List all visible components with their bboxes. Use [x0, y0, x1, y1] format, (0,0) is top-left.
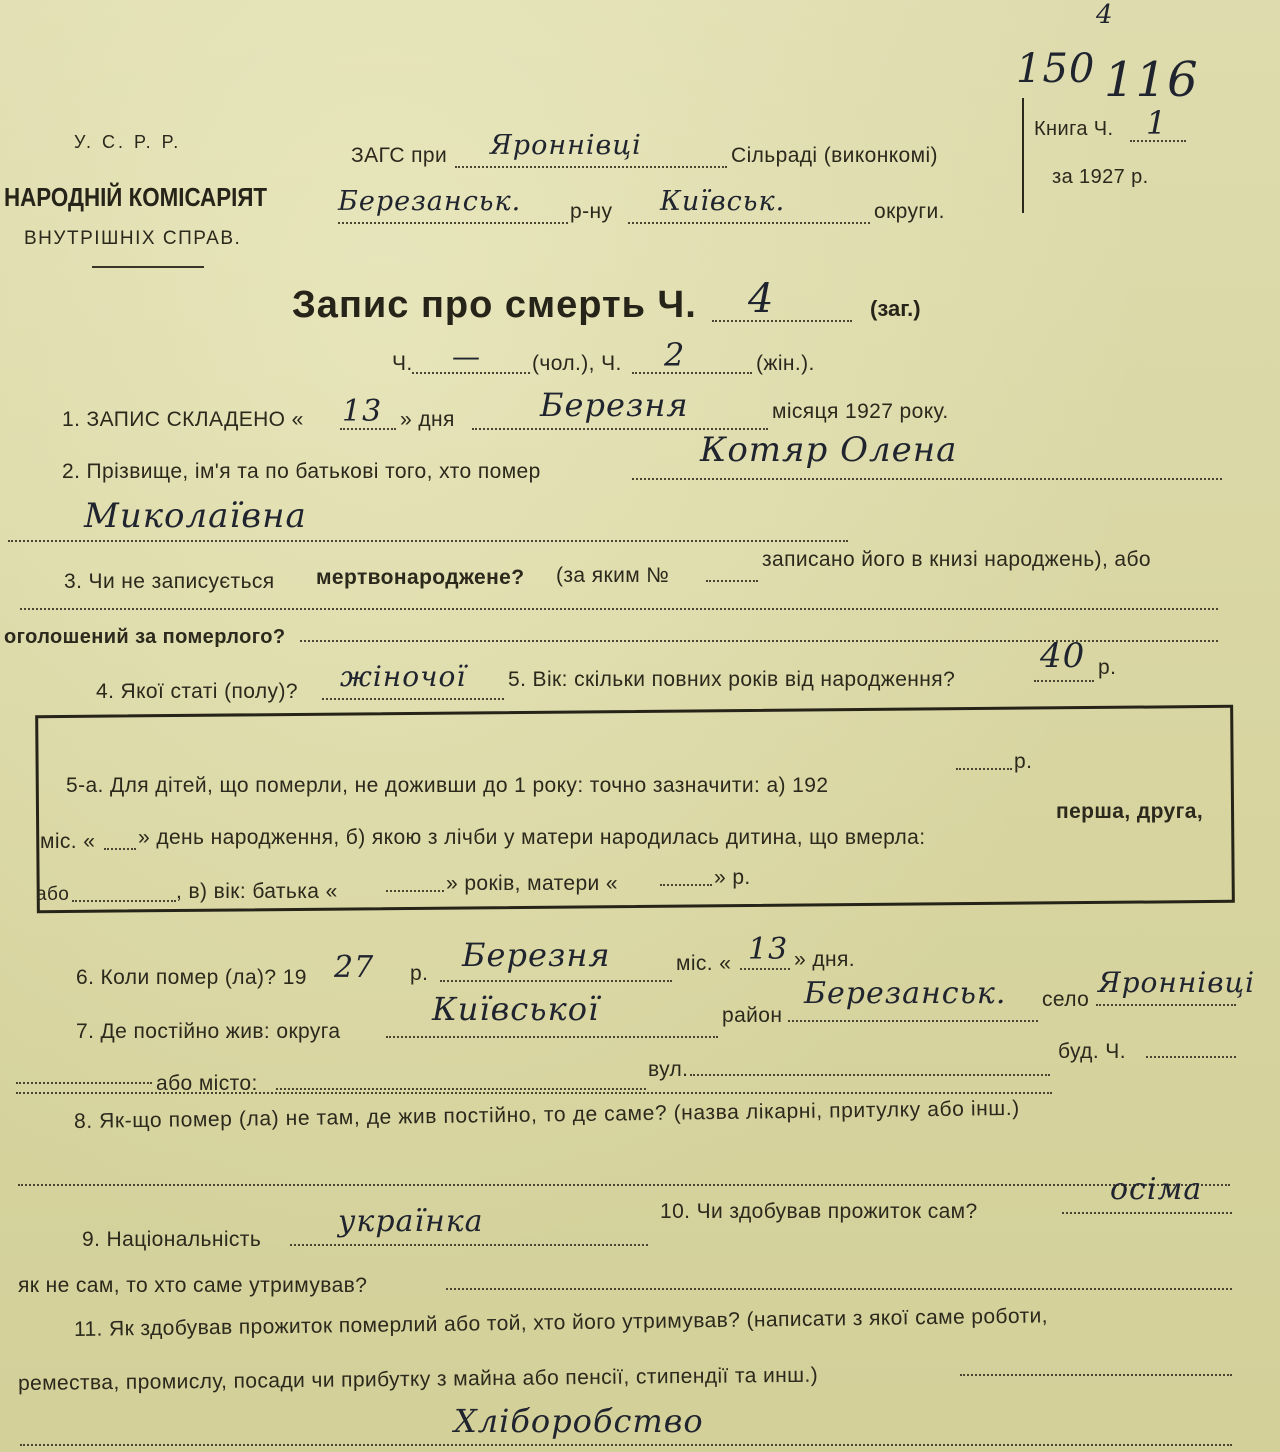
f5a-line3-b: , в) вік: батька «	[176, 880, 338, 903]
f1-day: 13	[342, 394, 383, 429]
okruha-line	[628, 222, 870, 224]
f10-value: осіма	[1110, 1172, 1203, 1207]
female-count-line	[632, 372, 752, 374]
district-value: Березанськ.	[338, 186, 522, 217]
f5a-line1: 5-а. Для дітей, що померли, не доживши до 1 року: точно зазначити: а) 192	[66, 774, 829, 797]
f7-bud-line	[1146, 1056, 1236, 1058]
f2-value: Котяр Олена	[700, 430, 958, 470]
f7-okruha-line	[386, 1036, 718, 1038]
f5-label: 5. Вік: скільки повних років від народження?	[508, 668, 956, 691]
district-line	[338, 222, 568, 224]
council-suffix: Сільраді (виконкомі)	[731, 144, 938, 167]
f6-mis: міс. «	[676, 952, 732, 975]
f8-label: 8. Як-що помер (ла) не там, де жив постійно, то де саме? (назва лікарні, притулку або інш.)	[73, 1096, 1020, 1133]
f5a-line3-c: » років, матери «	[446, 872, 618, 895]
f8-line	[18, 1184, 1230, 1186]
f3-line1-bold: мертвонароджене?	[316, 566, 525, 589]
village-line	[455, 166, 727, 168]
female-count-value: 2	[664, 336, 686, 374]
f4-label: 4. Якої статі (полу)?	[96, 680, 298, 703]
republic-label: У. С. Р. Р.	[74, 132, 182, 152]
f1-label: 1. ЗАПИС СКЛАДЕНО «	[62, 408, 304, 431]
f1-mid: » дня	[400, 408, 455, 431]
f5a-line2-b: » день народження, б) якою з лічби у матери народилась дитина, що вмерла:	[138, 826, 926, 849]
zags-prefix: ЗАГС при	[351, 144, 448, 167]
f7-bud-label: буд. Ч.	[1058, 1040, 1126, 1063]
f7-rayon-line	[788, 1020, 1038, 1022]
f5a-line3-d: » р.	[714, 866, 751, 889]
f7-misto-line	[276, 1088, 646, 1090]
header-underline	[92, 266, 204, 268]
f9-line	[290, 1244, 648, 1246]
f7-misto-label: або місто:	[156, 1072, 258, 1095]
f5-line	[1034, 680, 1094, 682]
book-year: за 1927 р.	[1052, 166, 1149, 188]
f10-line	[1062, 1212, 1232, 1214]
record-number-line	[712, 320, 852, 322]
f6-year: 27	[334, 950, 375, 985]
f5a-line2-bold: перша, друга,	[1056, 800, 1204, 823]
f2-line	[632, 478, 1222, 480]
f10-cont-line	[446, 1288, 1232, 1290]
book-label: Книга Ч.	[1034, 118, 1114, 140]
f5a-order-line	[72, 900, 176, 902]
record-title-suffix: (заг.)	[870, 296, 921, 321]
commissariat-title: НАРОДНІЙ КОМІСАРІЯТ	[4, 182, 268, 212]
f3-line1-a: 3. Чи не записується	[64, 570, 275, 593]
f11-line2-rule	[960, 1374, 1232, 1376]
f6-end: » дня.	[794, 948, 855, 971]
f6-r: р.	[410, 962, 429, 985]
male-count-suffix: (чол.), Ч.	[532, 352, 622, 375]
f5a-father-line	[386, 890, 444, 892]
f10-label: 10. Чи здобував прожиток сам?	[660, 1200, 978, 1223]
f2-value-cont: Миколаївна	[84, 496, 307, 536]
archive-file-number: 150	[1016, 46, 1096, 92]
f6-day-line	[740, 968, 790, 970]
f7-misto-prefix-line	[16, 1082, 152, 1084]
f6-month-line	[440, 980, 672, 982]
f5a-mother-line	[660, 884, 712, 886]
f5a-line1-end: р.	[1014, 750, 1033, 773]
f11-value: Хліборобство	[454, 1402, 704, 1440]
f6-month: Березня	[462, 936, 611, 974]
f5a-month-line	[104, 848, 136, 850]
f7-selo: Яроннівці	[1098, 966, 1256, 999]
f5-value: 40	[1040, 636, 1086, 676]
f3-line1-b: (за яким №	[556, 564, 670, 587]
f6-day: 13	[748, 932, 789, 967]
f4-value: жіночої	[340, 660, 467, 693]
okruha-value: Київськ.	[660, 186, 786, 217]
f7-rayon: Березанськ.	[804, 976, 1007, 1011]
corner-mark: 4	[1096, 0, 1114, 30]
f1-suffix: місяця 1927 року.	[772, 400, 949, 423]
f3-number-line	[706, 580, 758, 582]
f3-line1-rule	[20, 608, 1218, 610]
f2-cont-line	[8, 540, 848, 542]
f7-vul-line	[690, 1074, 1050, 1076]
f11-line2: ремества, промислу, посади чи прибутку з майна або пенсії, стипендії та инш.)	[17, 1363, 819, 1395]
f5-suffix: р.	[1098, 656, 1117, 679]
f5a-line2-a: міс. «	[40, 830, 96, 853]
f7-label: 7. Де постійно жив: округа	[76, 1020, 341, 1043]
book-box	[1022, 98, 1196, 213]
archive-sheet-number: 116	[1104, 52, 1199, 108]
department-title: ВНУТРІШНІХ СПРАВ.	[24, 228, 242, 249]
f9-label: 9. Національність	[82, 1228, 262, 1251]
f3-line1-c: записано його в книзі народжень), або	[762, 548, 1151, 571]
f7-okruha: Київської	[432, 990, 600, 1028]
male-count-value: —	[452, 340, 481, 373]
f11-value-line	[20, 1444, 1232, 1446]
f1-month: Березня	[540, 386, 689, 424]
f7-selo-line	[1096, 1004, 1236, 1006]
f7-rayon-label: район	[722, 1004, 783, 1027]
f11-line1: 11. Як здобував прожиток померлий або той, хто його утримував? (написати з якої саме роботи,	[73, 1304, 1049, 1341]
district-label: р-ну	[570, 200, 613, 223]
f6-label: 6. Коли помер (ла)? 19	[76, 966, 307, 989]
record-number: 4	[748, 276, 775, 322]
record-title: Запис про смерть Ч.	[292, 284, 697, 326]
f10-cont: як не сам, то хто саме утримував?	[18, 1274, 368, 1297]
okruha-label: округи.	[874, 200, 945, 223]
f7-selo-label: село	[1042, 988, 1090, 1011]
f2-label: 2. Прізвище, ім'я та по батькові того, хто помер	[62, 460, 541, 483]
book-number: 1	[1146, 104, 1168, 142]
f7-vul-label: вул.	[648, 1058, 689, 1081]
f5a-line3-a: або	[36, 884, 70, 905]
f9-value: українка	[338, 1204, 484, 1239]
male-count-label: Ч.	[392, 352, 413, 375]
female-count-suffix: (жін.).	[756, 352, 815, 375]
f4-line	[322, 698, 504, 700]
f5a-year-line	[956, 768, 1012, 770]
f3-line2-bold: оголошений за померлого?	[4, 626, 286, 648]
village-value: Яроннівці	[490, 130, 642, 161]
